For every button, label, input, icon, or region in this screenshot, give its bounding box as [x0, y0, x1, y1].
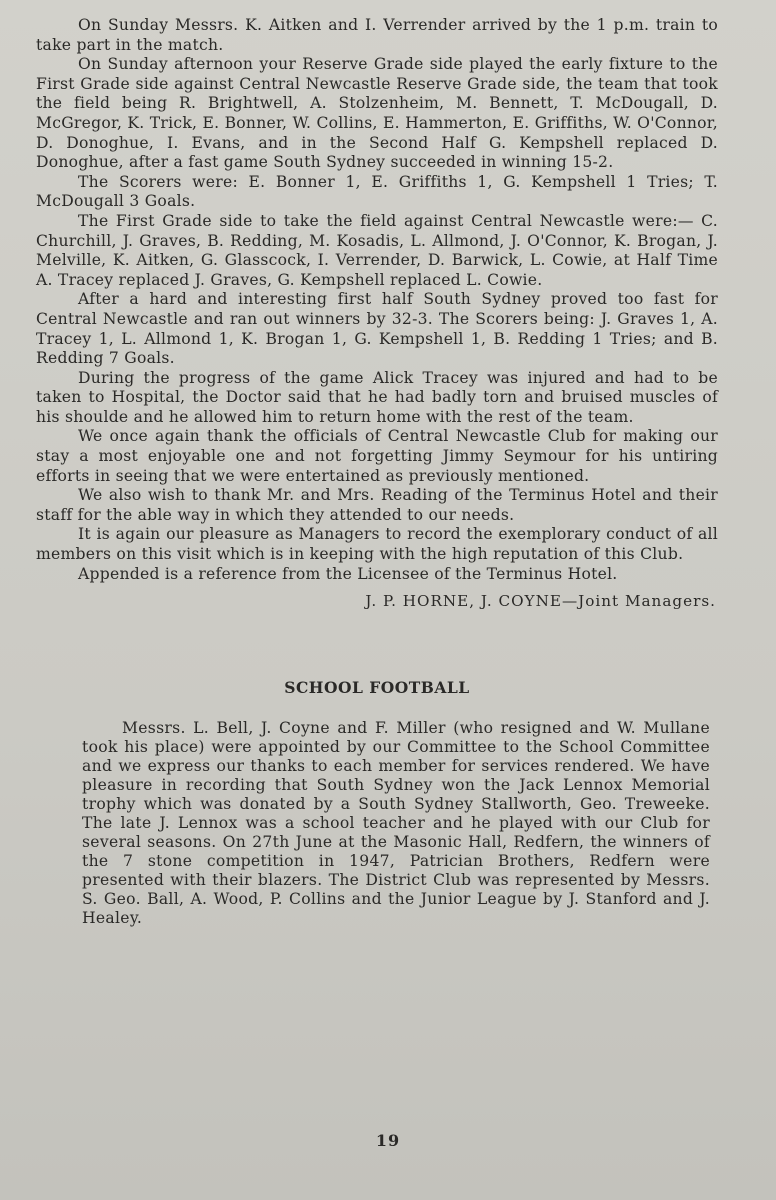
section-heading: SCHOOL FOOTBALL [284, 678, 470, 698]
paragraph-reference: Appended is a reference from the Licensee of the Terminus Hotel. [78, 564, 618, 583]
paragraph-reserve-scorers: The Scorers were: E. Bonner 1, E. Griffiths 1, G. Kempshell 1 Tries; T. McDougall 3 Goals. [36, 172, 718, 211]
paragraph-first-grade-result: After a hard and interesting first half South Sydney proved too fast for Central Newcastle and ran out winners by 32-3. The Scorers being: J. Graves 1, A. Tracey 1, L. Allmond 1, K. Brogan 1, G. Kempshell 1, B. Redding 1 Tries; and B. Redding 7 Goals. [36, 290, 718, 368]
paragraph-conduct: It is again our pleasure as Managers to record the exemplorary conduct of all members on this visit which is in keeping with the high reputation of this Club. [36, 525, 718, 564]
paragraph-school-football: Messrs. L. Bell, J. Coyne and F. Miller (who resigned and W. Mullane took his place) were appointed by our Committee to the School Committee and we express our thanks to each member for services rendered. We have pleasure in recording that South Sydney won the Jack Lennox Memorial trophy which was donated by a South Sydney Stallworth, Geo. Treweeke. The late J. Lennox was a school teacher and he played with our Club for several seasons. On 27th June at the Masonic Hall, Redfern, the winners of the 7 stone competition in 1947, Patrician Brothers, Redfern were presented with their blazers. The District Club was represented by Messrs. S. Geo. Ball, A. Wood, P. Collins and the Junior League by J. Stanford and J. Healey. [82, 719, 710, 928]
managers-signature: J. P. HORNE, J. COYNE—Joint Managers. [365, 592, 716, 611]
paragraph-thanks-hotel: We also wish to thank Mr. and Mrs. Reading of the Terminus Hotel and their staff for the able way in which they attended to our needs. [36, 486, 718, 524]
paragraph-arrival: On Sunday Messrs. K. Aitken and I. Verrender arrived by the 1 p.m. train to take part in the match. [36, 16, 718, 54]
paragraph-first-grade-team: The First Grade side to take the field against Central Newcastle were:— C. Churchill, J. Graves, B. Redding, M. Kosadis, L. Allmond, J. O'Connor, K. Brogan, J. Melville, K. Aitken, G. Glasscock, I. Verrender, D. Barwick, L. Cowie, at Half Time A. Tracey replaced J. Graves, G. Kempshell replaced L. Cowie. [36, 211, 718, 289]
paragraph-injury: During the progress of the game Alick Tracey was injured and had to be taken to Hospital, the Doctor said that he had badly torn and bruised muscles of his shoulde and he allowed him to return home with the rest of the team. [36, 368, 718, 426]
page-number: 19 [375, 1131, 401, 1150]
paragraph-reserve-grade: On Sunday afternoon your Reserve Grade side played the early fixture to the First Grade side against Central Newcastle Reserve Grade side, the team that took the field being R. Brightwell, A. Stolzenheim, M. Bennett, T. McDougall, D. McGregor, K. Trick, E. Bonner, W. Collins, E. Hammerton, E. Griffiths, W. O'Connor, D. Donoghue, I. Evans, and in the Second Half G. Kempshell replaced D. Donoghue, after a fast game South Sydney succeeded in winning 15-2. [36, 55, 718, 172]
paragraph-thanks-club: We once again thank the officials of Central Newcastle Club for making our stay a most enjoyable one and not forgetting Jimmy Seymour for his untiring efforts in seeing that we were entertained as previously mentioned. [36, 427, 718, 485]
